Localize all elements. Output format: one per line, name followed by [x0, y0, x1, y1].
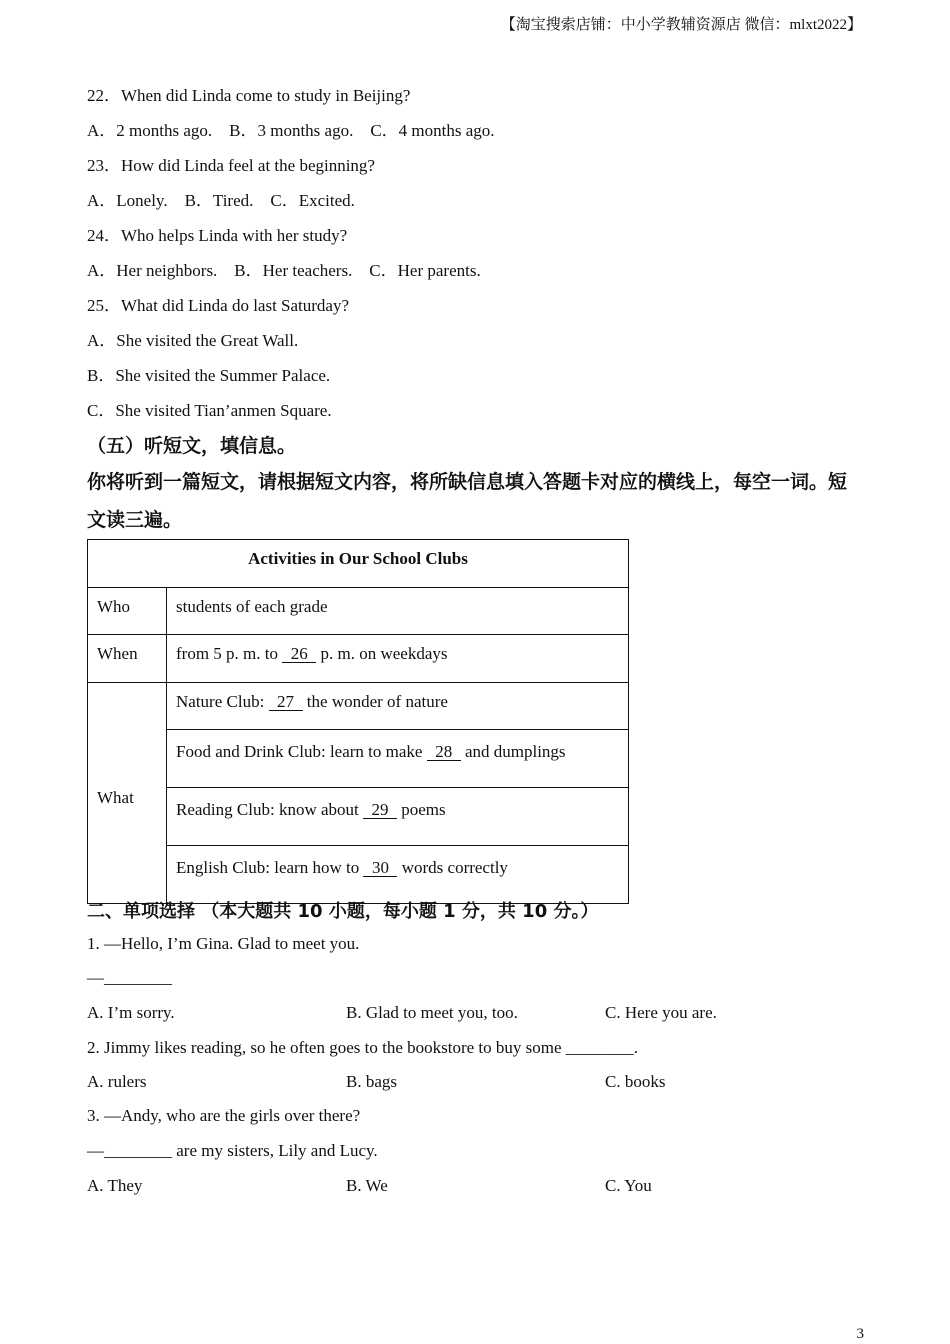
table-row-what-english [88, 846, 629, 904]
mc-q2-option-c: C. books [605, 1072, 666, 1091]
mc-question-1: 1. —Hello, I’m Gina. Glad to meet you. [87, 934, 360, 953]
english-club-cell [167, 846, 629, 904]
when-text-post: p. m. on weekdays [316, 644, 448, 663]
question-25-option-b: B．She visited the Summer Palace. [87, 366, 331, 385]
page-number: 3 [856, 1326, 864, 1342]
blank-27: 27 [269, 693, 303, 711]
food-club-cell [167, 730, 629, 788]
mc-q3-option-c: C. You [605, 1176, 652, 1195]
when-text-pre: from 5 p. m. to [176, 644, 283, 663]
english-club-text-pre: English Club: learn how to [176, 858, 364, 877]
mc-q1-option-c: C. Here you are. [605, 1003, 717, 1022]
part5-instruction-line2: 文读三遍。 [87, 509, 183, 531]
blank-30: 30 [363, 859, 397, 877]
question-25-option-a: A．She visited the Great Wall. [87, 331, 299, 350]
mc-question-3-reply: —________ are my sisters, Lily and Lucy. [87, 1141, 378, 1160]
table-row-what-food [88, 730, 629, 788]
mc-q1-option-b: B. Glad to meet you, too. [346, 1003, 518, 1022]
question-25: 25．What did Linda do last Saturday? [87, 296, 350, 315]
question-25-option-c: C．She visited Tian’anmen Square. [87, 401, 332, 420]
table-row-when [88, 635, 629, 683]
table-row-what-reading [88, 788, 629, 846]
mc-question-2: 2. Jimmy likes reading, so he often goes to the bookstore to buy some ________. [87, 1038, 639, 1057]
nature-club-text-pre: Nature Club: [176, 692, 269, 711]
question-24: 24．Who helps Linda with her study? [87, 226, 348, 245]
mc-question-3: 3. —Andy, who are the girls over there? [87, 1106, 361, 1125]
page-header: 【淘宝搜索店铺：中小学教辅资源店 微信：mlxt2022】 [500, 17, 862, 33]
table-row-who [88, 588, 629, 635]
table-row-what-nature [88, 683, 629, 730]
mc-q2-option-b: B. bags [346, 1072, 397, 1091]
english-club-text-post: words correctly [397, 858, 508, 877]
who-value: students of each grade [167, 588, 629, 635]
reading-club-cell [167, 788, 629, 846]
when-value [167, 635, 629, 683]
blank-28: 28 [427, 743, 461, 761]
when-label: When [88, 635, 167, 683]
question-22: 22．When did Linda come to study in Beijing? [87, 86, 411, 105]
mc-question-1-reply: —________ [87, 968, 172, 987]
food-club-text-post: and dumplings [460, 742, 566, 761]
table-title: Activities in Our School Clubs [88, 540, 629, 588]
section2-heading: 二、单项选择 （本大题共 10 小题，每小题 1 分，共 10 分。） [87, 901, 599, 922]
reading-club-text-post: poems [396, 800, 446, 819]
part5-instruction-line1: 你将听到一篇短文，请根据短文内容，将所缺信息填入答题卡对应的横线上，每空一词。短 [87, 471, 848, 493]
mc-q3-option-a: A. They [87, 1176, 143, 1195]
blank-29: 29 [363, 801, 397, 819]
nature-club-text-post: the wonder of nature [302, 692, 448, 711]
part5-heading: （五）听短文，填信息。 [87, 435, 297, 457]
question-23: 23．How did Linda feel at the beginning? [87, 156, 375, 175]
nature-club-cell [167, 683, 629, 730]
mc-q2-option-a: A. rulers [87, 1072, 147, 1091]
reading-club-text-pre: Reading Club: know about [176, 800, 363, 819]
mc-q1-option-a: A. I’m sorry. [87, 1003, 175, 1022]
blank-26: 26 [282, 645, 316, 663]
what-label: What [88, 683, 167, 904]
clubs-info-table [87, 539, 629, 904]
question-23-options: A．Lonely. B．Tired. C．Excited. [87, 191, 355, 210]
who-label: Who [88, 588, 167, 635]
question-24-options: A．Her neighbors. B．Her teachers. C．Her parents. [87, 261, 481, 280]
question-22-options: A．2 months ago. B．3 months ago. C．4 months ago. [87, 121, 495, 140]
table-title-row [88, 540, 629, 588]
food-club-text-pre: Food and Drink Club: learn to make [176, 742, 427, 761]
mc-q3-option-b: B. We [346, 1176, 388, 1195]
